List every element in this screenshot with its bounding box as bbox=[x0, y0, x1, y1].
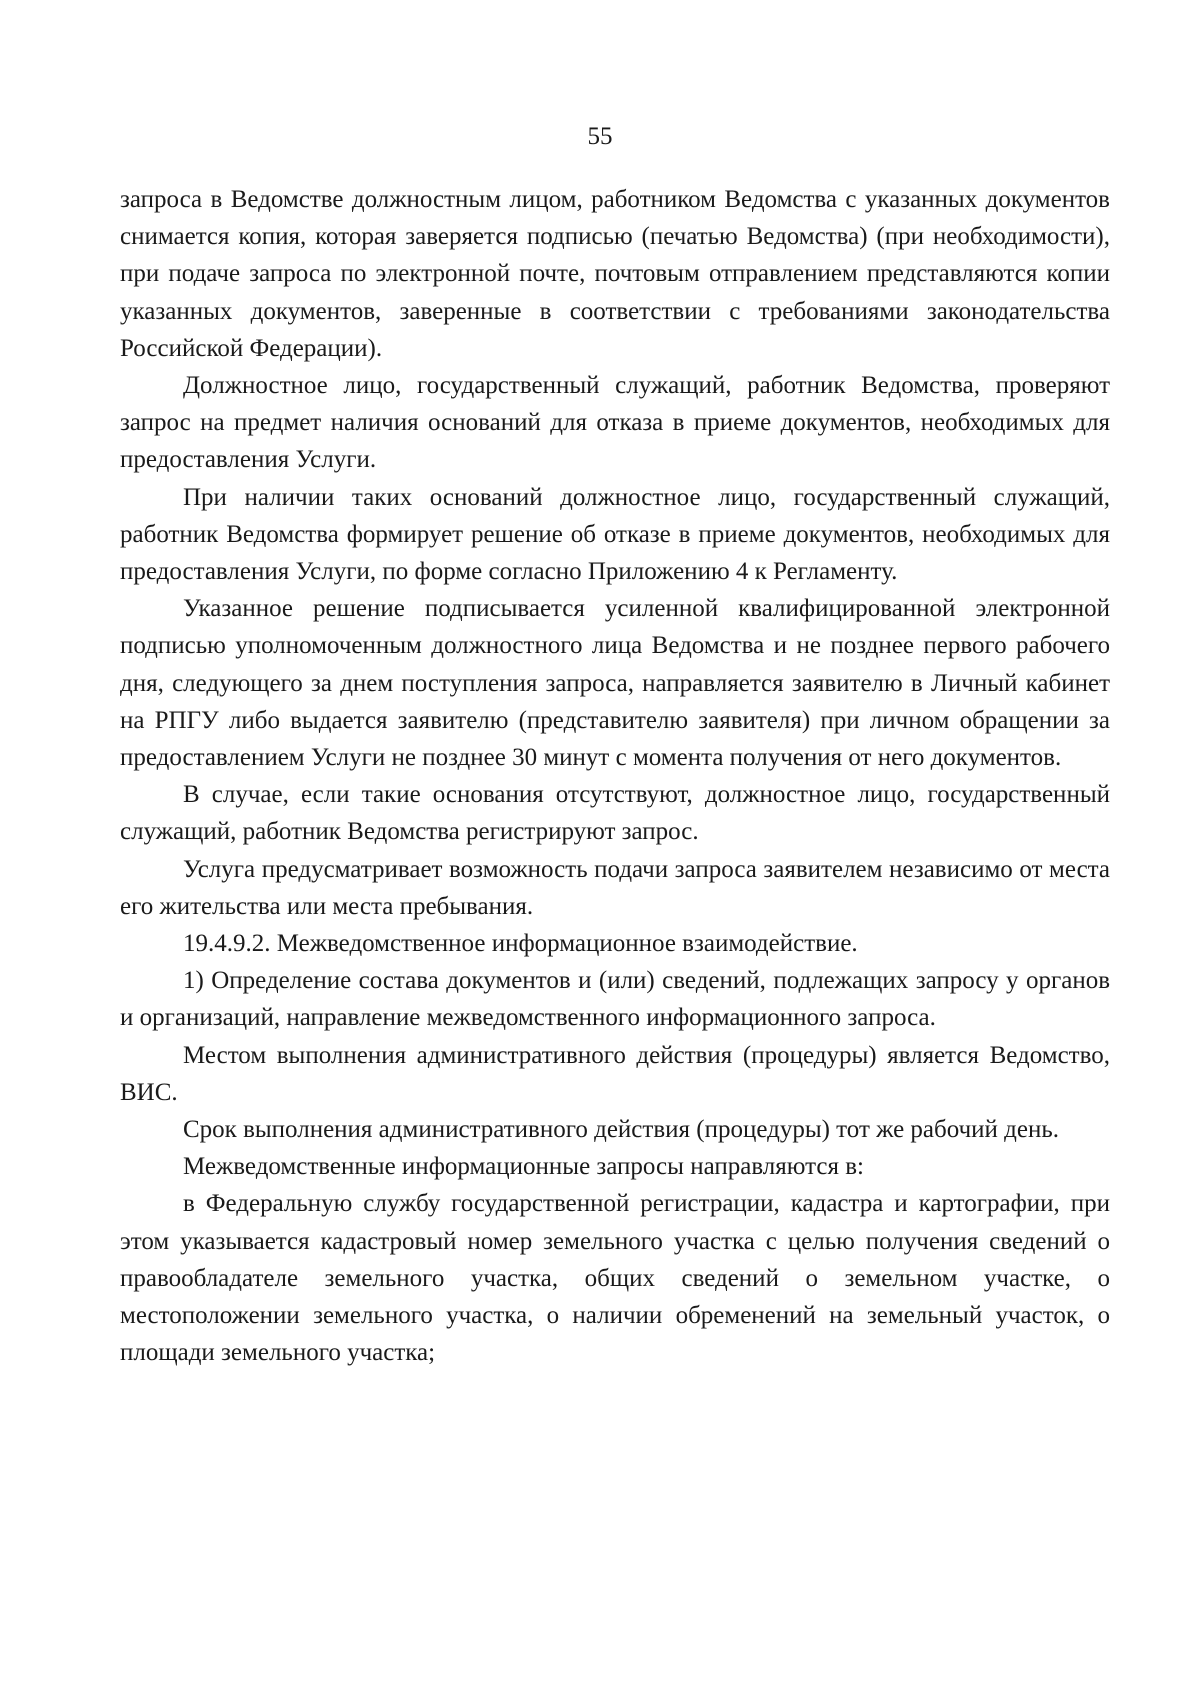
section-heading-interagency: 19.4.9.2. Межведомственное информационное взаимодействие. bbox=[183, 930, 858, 958]
paragraph-document-composition: 1) Определение состава документов и (или) сведений, подлежащих запросу у органов и организаций, направление межведомственного информационного запроса. bbox=[120, 967, 1110, 1032]
paragraph-place-of-action: Местом выполнения административного действия (процедуры) является Ведомство, ВИС. bbox=[120, 1041, 1110, 1106]
paragraph-extraterritorial: Услуга предусматривает возможность подачи запроса заявителем независимо от места его жительства или места пребывания. bbox=[120, 855, 1110, 920]
paragraph-refusal-decision: При наличии таких оснований должностное лицо, государственный служащий, работник Ведомства формирует решение об отказе в приеме документов, необходимых для предоставления Услуги, по форме согласно Приложению 4 к Регламенту. bbox=[120, 483, 1110, 586]
document-body bbox=[120, 181, 1110, 1372]
paragraph-decision-signing: Указанное решение подписывается усиленной квалифицированной электронной подписью уполномоченным должностного лица Ведомства и не позднее первого рабочего дня, следующего за днем поступления запроса, направляется заявителю в Личный кабинет на РПГУ либо выдается заявителю (представителю заявителя) при личном обращении за предоставлением Услуги не позднее 30 минут с момента получения от него документов. bbox=[120, 595, 1110, 772]
paragraph-registration: В случае, если такие основания отсутствуют, должностное лицо, государственный служащий, работник Ведомства регистрируют запрос. bbox=[120, 781, 1110, 846]
paragraph-rosreestr: в Федеральную службу государственной регистрации, кадастра и картографии, при этом указывается кадастровый номер земельного участка с целью получения сведений о правообладателе земельного участка, общих сведений о земельном участке, о местоположении земельного участка, о наличии обременений на земельный участок, о площади земельного участка; bbox=[120, 1190, 1110, 1367]
paragraph-requests-sent-to: Межведомственные информационные запросы направляются в: bbox=[183, 1153, 864, 1181]
paragraph-check-request: Должностное лицо, государственный служащий, работник Ведомства, проверяют запрос на предмет наличия оснований для отказа в приеме документов, необходимых для предоставления Услуги. bbox=[120, 372, 1110, 474]
page-number: 55 bbox=[587, 123, 613, 150]
paragraph-action-term: Срок выполнения административного действия (процедуры) тот же рабочий день. bbox=[183, 1116, 1060, 1144]
paragraph-request-copy: запроса в Ведомстве должностным лицом, работником Ведомства с указанных документов снимается копия, которая заверяется подписью (печатью Ведомства) (при необходимости), при подаче запроса по электронной почте, почтовым отправлением представляются копии указанных документов, заверенные в соответствии с требованиями законодательства Российской Федерации). bbox=[120, 186, 1110, 362]
